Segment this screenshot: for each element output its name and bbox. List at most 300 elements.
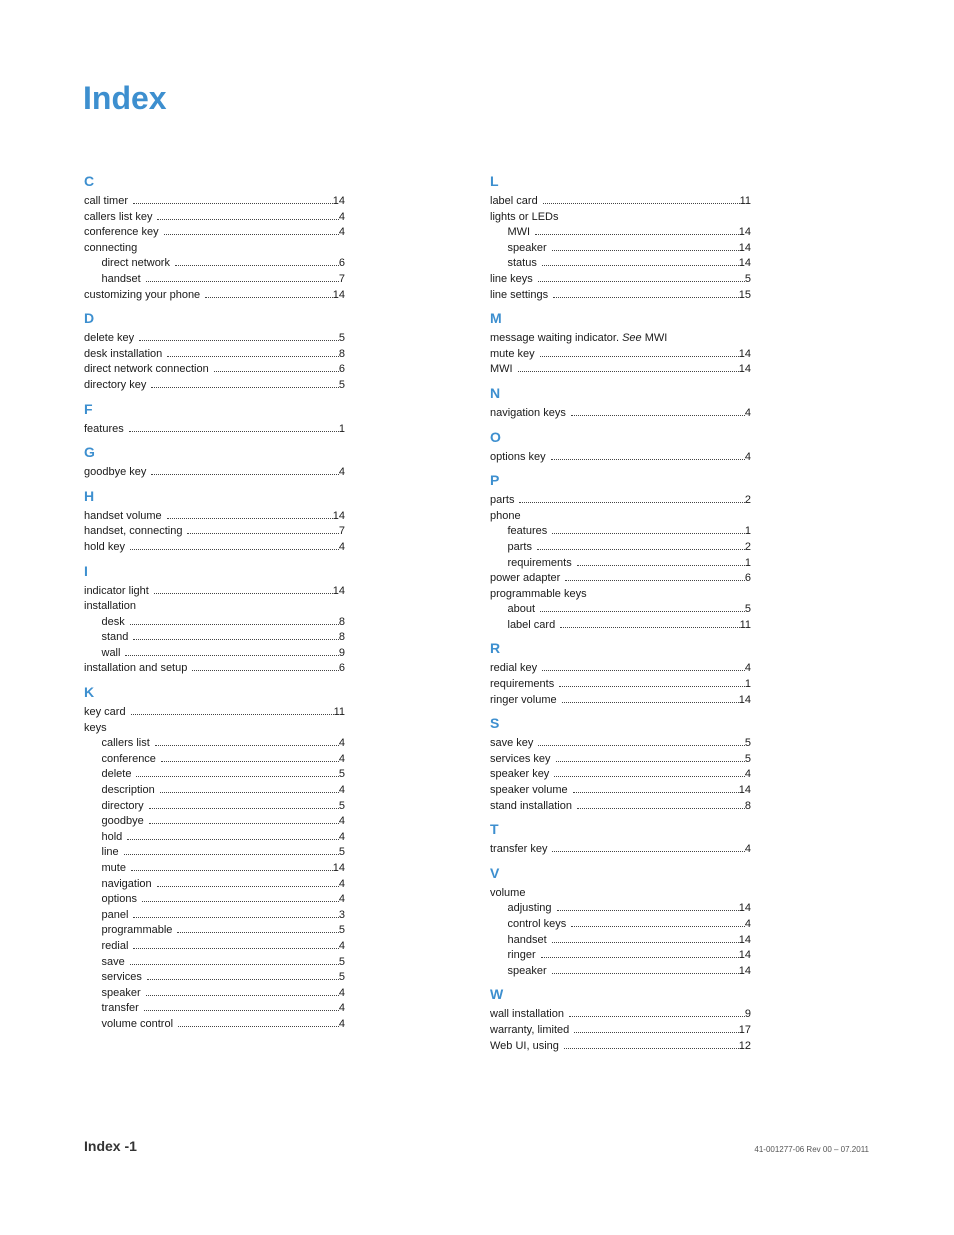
index-term-text: speaker volume: [490, 784, 568, 797]
dot-leader: [559, 686, 745, 687]
index-entry: [490, 347, 751, 363]
index-page-number: 15: [738, 288, 751, 301]
index-term-text: connecting: [84, 241, 138, 254]
index-entry: [84, 661, 345, 677]
dot-leader: [130, 549, 339, 550]
dot-leader: [540, 611, 745, 612]
index-term-text: wall: [101, 646, 121, 659]
index-term: [508, 618, 561, 634]
index-page-number: 14: [738, 347, 751, 360]
dot-leader: [133, 203, 333, 204]
dot-leader: [577, 565, 745, 566]
index-entry: [490, 288, 751, 304]
index-subentry: [84, 845, 345, 861]
index-term: [490, 693, 562, 709]
index-term-text: lights or LEDs: [490, 210, 559, 223]
index-term-text: redial: [101, 939, 129, 952]
dot-leader: [569, 1016, 745, 1017]
index-term: [102, 814, 149, 830]
index-term: [102, 908, 134, 924]
index-entry: [84, 509, 345, 525]
index-page-number: 7: [338, 525, 345, 538]
index-term-text: handset: [101, 272, 141, 285]
index-page-number: 14: [738, 226, 751, 239]
dot-leader: [552, 250, 739, 251]
dot-leader: [142, 901, 339, 902]
index-term: [508, 901, 557, 917]
index-term-text: control keys: [507, 918, 567, 930]
index-term: [508, 602, 541, 618]
index-page-number: 1: [338, 422, 345, 435]
index-subentry: [84, 814, 345, 830]
dot-leader: [574, 1032, 738, 1033]
index-term: [490, 493, 519, 509]
index-page-number: 4: [338, 815, 345, 828]
index-page-number: 9: [744, 1008, 751, 1021]
index-subentry: [490, 241, 751, 257]
index-page-number: 4: [744, 843, 751, 856]
dot-leader: [552, 533, 745, 534]
index-term-text: about: [507, 603, 536, 616]
index-term: [490, 1007, 569, 1023]
index-subentry: [84, 908, 345, 924]
index-page-number: 4: [338, 466, 345, 479]
index-term: [508, 241, 552, 257]
index-entry: [84, 721, 345, 737]
index-letter-heading: W: [490, 986, 504, 1003]
index-term-text: goodbye: [101, 815, 144, 828]
dot-leader: [161, 761, 339, 762]
index-entry: [84, 524, 345, 540]
index-term: [102, 646, 126, 662]
index-letter-heading: H: [84, 487, 95, 504]
index-page-number: 8: [338, 631, 345, 644]
index-page-number: 1: [744, 525, 751, 538]
index-term-text: indicator light: [84, 584, 149, 597]
index-term: [84, 584, 154, 600]
dot-leader: [149, 808, 339, 809]
index-term: [84, 210, 157, 226]
index-term: [490, 210, 563, 226]
index-page-number: 8: [338, 615, 345, 628]
index-term-text: line settings: [490, 288, 549, 301]
index-term: [490, 331, 672, 347]
index-term: [490, 767, 554, 783]
index-entry: [84, 465, 345, 481]
index-term: [84, 509, 167, 525]
index-term-text: goodbye key: [84, 466, 147, 479]
dot-leader: [144, 1010, 339, 1011]
index-page-number: 4: [338, 540, 345, 553]
index-entry: [84, 599, 345, 615]
index-term-text: desk installation: [84, 347, 163, 360]
index-subentry: [84, 986, 345, 1002]
dot-leader: [552, 973, 739, 974]
index-term-text: Web UI, using: [490, 1039, 559, 1052]
index-term: [490, 406, 571, 422]
index-term-text: label card: [507, 618, 556, 631]
index-entry: [490, 693, 751, 709]
dot-leader: [167, 356, 339, 357]
index-term: [102, 736, 155, 752]
index-letter-heading: N: [490, 384, 501, 401]
index-page-number: 4: [338, 1002, 345, 1015]
index-term-text: customizing your phone: [84, 288, 201, 301]
index-term: [102, 830, 128, 846]
index-letter-heading: K: [84, 684, 95, 701]
index-page-number: 5: [338, 971, 345, 984]
index-page-number: 4: [744, 450, 751, 463]
dot-leader: [571, 926, 745, 927]
index-term: [84, 721, 112, 737]
index-subentry: [490, 556, 751, 572]
dot-leader: [131, 714, 334, 715]
index-letter-heading: C: [84, 173, 95, 189]
index-subentry: [490, 964, 751, 980]
index-term-text: directory: [101, 799, 144, 812]
index-term: [490, 362, 518, 378]
index-term: [84, 661, 192, 677]
index-subentry: [490, 948, 751, 964]
index-page-number: 11: [333, 706, 345, 719]
index-page-number: 5: [338, 332, 345, 345]
page-title: Index: [83, 80, 167, 116]
index-entry: [84, 540, 345, 556]
index-page-number: 14: [332, 509, 345, 522]
index-subentry: [490, 225, 751, 241]
index-page-number: 5: [744, 737, 751, 750]
dot-leader: [552, 851, 744, 852]
index-letter-heading: V: [490, 864, 500, 881]
index-term-text: installation and setup: [84, 662, 188, 675]
index-term: [508, 225, 536, 241]
index-subentry: [84, 767, 345, 783]
index-letter-heading: S: [490, 715, 500, 732]
dot-leader: [130, 624, 339, 625]
index-term: [102, 955, 130, 971]
index-term-text: stand: [101, 631, 129, 644]
dot-leader: [187, 533, 338, 534]
index-page-number: 4: [744, 768, 751, 781]
index-term: [490, 450, 551, 466]
index-page-number: 4: [338, 784, 345, 797]
index-term: [490, 661, 542, 677]
index-term: [508, 948, 541, 964]
index-entry: [490, 362, 751, 378]
dot-leader: [175, 265, 339, 266]
index-term: [102, 630, 134, 646]
index-page-number: 14: [738, 933, 751, 946]
dot-leader: [133, 948, 338, 949]
index-letter-heading: I: [84, 562, 88, 579]
dot-leader: [127, 839, 339, 840]
index-page-number: 2: [744, 540, 751, 553]
index-term-text: requirements: [490, 678, 555, 691]
index-letter-heading: F: [84, 400, 93, 417]
index-term: [102, 986, 146, 1002]
index-subentry: [490, 917, 751, 933]
index-term: [490, 752, 556, 768]
index-term-text: transfer key: [490, 843, 548, 856]
index-page-number: 14: [738, 949, 751, 962]
dot-leader: [157, 219, 338, 220]
dot-leader: [537, 549, 745, 550]
index-page-number: 11: [739, 195, 751, 207]
index-term-text: handset volume: [84, 509, 162, 522]
index-subentry: [84, 799, 345, 815]
index-page-number: 5: [744, 752, 751, 765]
index-term: [102, 783, 160, 799]
dot-leader: [125, 655, 338, 656]
index-term-text: save: [101, 955, 125, 968]
index-entry: [490, 799, 751, 815]
index-subentry: [84, 630, 345, 646]
index-page-number: 6: [338, 662, 345, 675]
index-page-number: 9: [338, 646, 345, 659]
index-entry: [84, 584, 345, 600]
index-term: [84, 422, 129, 438]
index-subentry: [84, 877, 345, 893]
index-entry: [490, 842, 751, 858]
dot-leader: [139, 340, 339, 341]
index-term: [102, 877, 157, 893]
index-letter-heading: M: [490, 310, 502, 327]
index-term: [84, 362, 214, 378]
dot-leader: [155, 745, 339, 746]
index-term: [102, 1001, 144, 1017]
index-term-text: delete: [101, 768, 132, 781]
index-term: [490, 886, 530, 902]
index-term: [490, 272, 538, 288]
index-entry: [490, 1007, 751, 1023]
index-entry: [490, 1023, 751, 1039]
index-subentry: [84, 646, 345, 662]
index-term-text: ringer: [507, 949, 536, 962]
index-term-text: options: [101, 893, 137, 906]
index-entry: [490, 752, 751, 768]
dot-leader: [560, 627, 739, 628]
index-page-number: 14: [738, 902, 751, 915]
index-page-number: 14: [738, 257, 751, 270]
index-page-number: 2: [744, 494, 751, 507]
index-page-number: 4: [338, 830, 345, 843]
index-term-text: services key: [490, 752, 551, 765]
dot-leader: [214, 371, 339, 372]
index-term-text: key card: [84, 706, 126, 719]
index-term-text: navigation: [101, 877, 152, 890]
index-term-text: volume: [490, 886, 526, 899]
index-subentry: [490, 602, 751, 618]
dot-leader: [518, 371, 739, 372]
index-term-text: line keys: [490, 272, 533, 285]
dot-leader: [519, 502, 744, 503]
dot-leader: [133, 917, 338, 918]
index-term-text: desk: [101, 615, 125, 628]
index-page-number: 5: [338, 955, 345, 968]
index-letter-heading: T: [490, 821, 499, 838]
index-term: [84, 241, 142, 257]
index-term-text: keys: [84, 721, 107, 734]
index-term-text: features: [84, 422, 124, 435]
index-term: [490, 1023, 574, 1039]
dot-leader: [124, 854, 339, 855]
index-term-text: power adapter: [490, 572, 561, 585]
index-page-number: 1: [744, 556, 751, 569]
index-term-text: delete key: [84, 332, 135, 345]
index-page-number: 5: [338, 846, 345, 859]
dot-leader: [205, 297, 333, 298]
index-term: [508, 917, 572, 933]
index-term: [102, 615, 130, 631]
index-term: [490, 587, 592, 603]
index-page-number: 8: [744, 799, 751, 812]
index-term: [490, 509, 526, 525]
dot-leader: [551, 459, 745, 460]
index-entry: [490, 571, 751, 587]
index-page-number: 5: [338, 378, 345, 391]
index-page-number: 5: [744, 603, 751, 616]
footer-document-id: 41-001277-06 Rev 00 – 07.2011: [754, 1145, 869, 1154]
index-term: [84, 331, 139, 347]
index-page-number: 3: [338, 908, 345, 921]
index-entry: [490, 886, 751, 902]
index-term: [84, 465, 151, 481]
dot-leader: [538, 281, 745, 282]
dot-leader: [540, 356, 739, 357]
index-letter-heading: P: [490, 472, 500, 489]
index-page-number: 14: [738, 693, 751, 706]
index-page-number: 4: [744, 918, 751, 930]
index-page-number: 4: [338, 893, 345, 906]
index-page-number: 14: [738, 784, 751, 797]
index-term-text: programmable: [101, 924, 173, 937]
index-subentry: [490, 256, 751, 272]
dot-leader: [129, 431, 339, 432]
index-term: [102, 767, 137, 783]
dot-leader: [151, 474, 338, 475]
index-entry: [490, 210, 751, 226]
dot-leader: [147, 979, 339, 980]
dot-leader: [554, 776, 745, 777]
index-term-text: callers list: [101, 737, 150, 750]
dot-leader: [535, 234, 739, 235]
index-term: [508, 556, 577, 572]
index-subentry: [84, 736, 345, 752]
index-term-text: services: [101, 971, 142, 984]
index-subentry: [84, 970, 345, 986]
index-term: [84, 347, 167, 363]
index-term-text: directory key: [84, 378, 147, 391]
index-entry: [490, 194, 751, 210]
index-entry: [84, 362, 345, 378]
index-term-text: conference key: [84, 226, 159, 239]
dot-leader: [577, 808, 745, 809]
index-entry: [84, 225, 345, 241]
index-term-text: ringer volume: [490, 693, 557, 706]
index-term-text: line: [101, 846, 119, 859]
index-term: [84, 524, 187, 540]
index-entry: [490, 1039, 751, 1055]
index-subentry: [84, 615, 345, 631]
dot-leader: [157, 886, 339, 887]
index-page-number: 4: [338, 226, 345, 239]
index-subentry: [490, 933, 751, 949]
index-term-text: transfer: [101, 1002, 139, 1015]
dot-leader: [573, 792, 739, 793]
index-page-number: 14: [738, 241, 751, 254]
index-entry: [490, 272, 751, 288]
dot-leader: [177, 932, 338, 933]
index-term: [490, 194, 543, 210]
index-entry: [490, 331, 751, 347]
index-term: [102, 970, 147, 986]
index-page-number: 6: [744, 572, 751, 585]
index-entry: [490, 783, 751, 799]
index-page-number: 4: [338, 939, 345, 952]
index-page-number: 8: [338, 347, 345, 360]
index-term-text: programmable keys: [490, 587, 587, 600]
index-term-text: call timer: [84, 195, 129, 207]
index-entry: [84, 378, 345, 394]
index-term-text: MWI: [507, 226, 531, 239]
index-term-text: speaker: [507, 964, 547, 977]
index-term: [490, 799, 577, 815]
index-subentry: [84, 955, 345, 971]
dot-leader: [149, 823, 339, 824]
index-term-text: conference: [101, 752, 156, 765]
index-page-number: 14: [332, 862, 345, 874]
index-term-text: hold: [101, 830, 123, 843]
index-entry: [490, 677, 751, 693]
index-term: [102, 256, 175, 272]
index-term-text: speaker: [507, 241, 547, 254]
index-term: [490, 1039, 564, 1055]
index-letter-heading: O: [490, 428, 501, 445]
index-page-number: 4: [338, 752, 345, 765]
index-entry: [84, 331, 345, 347]
index-term-text: mute key: [490, 347, 535, 360]
index-entry: [490, 509, 751, 525]
index-term-text: warranty, limited: [490, 1023, 570, 1036]
index-term-text: description: [101, 784, 155, 797]
index-term: [508, 256, 542, 272]
index-term: [490, 347, 540, 363]
index-page-number: 11: [739, 618, 751, 631]
index-term: [102, 892, 142, 908]
index-letter-heading: L: [490, 173, 499, 189]
dot-leader: [146, 281, 339, 282]
dot-leader: [553, 297, 739, 298]
index-page-number: 4: [744, 662, 751, 675]
index-term-text: status: [507, 257, 537, 270]
index-subentry: [490, 901, 751, 917]
index-entry: [490, 493, 751, 509]
dot-leader: [167, 518, 333, 519]
dot-leader: [564, 1048, 739, 1049]
dot-leader: [557, 910, 739, 911]
index-entry: [84, 288, 345, 304]
index-page-number: 14: [738, 964, 751, 977]
index-term: [508, 964, 552, 980]
dot-leader: [543, 203, 740, 204]
index-term: [84, 705, 131, 721]
index-letter-heading: D: [84, 310, 95, 327]
index-term-text: volume control: [101, 1017, 174, 1030]
see-reference-label: See: [622, 332, 642, 345]
index-term: [84, 288, 205, 304]
index-page-number: 7: [338, 272, 345, 285]
index-term-text: phone: [490, 509, 521, 522]
